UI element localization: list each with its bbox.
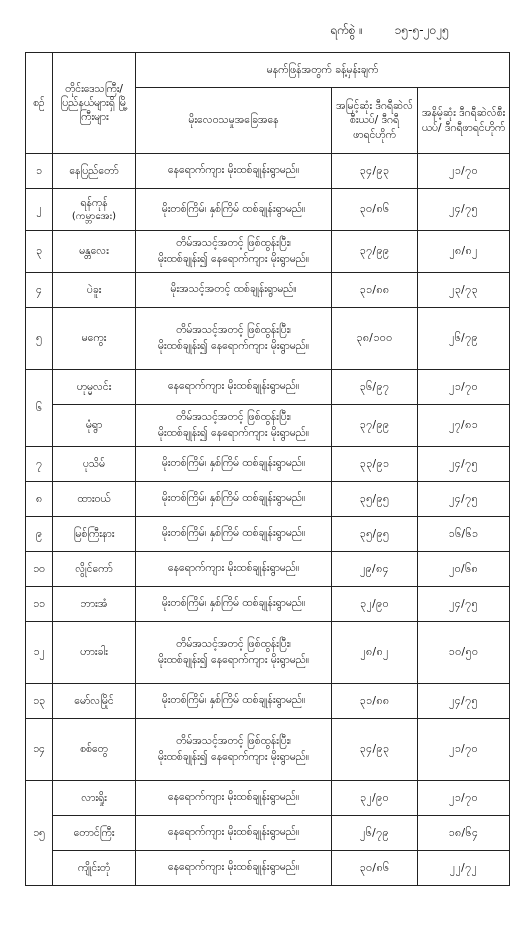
row-number: ၁၃	[26, 684, 53, 719]
weather-condition: မိုးတစ်ကြိမ်၊ နှစ်ကြိမ် ထစ်ချုန်းရွာမည်။	[136, 482, 332, 517]
table-row	[26, 781, 510, 816]
row-number: ၆	[26, 370, 53, 447]
max-temp: ၃၄/၉၃	[332, 719, 418, 781]
table-row	[26, 189, 510, 231]
min-temp: ၂၄/၇၅	[418, 189, 510, 231]
city-name: ဟားခါး	[53, 622, 136, 684]
weather-condition: နေရောက်ကျား မိုးထစ်ချုန်းရွာမည်။	[136, 370, 332, 405]
table-row	[26, 816, 510, 851]
min-temp: ၁၀/၅၀	[418, 622, 510, 684]
col-header-condition: မိုးလေဝသမှုအခြေအနေ	[136, 88, 332, 154]
table-row	[26, 684, 510, 719]
table-row	[26, 851, 510, 886]
row-number: ၁၁	[26, 587, 53, 622]
min-temp: ၂၇/၈၁	[418, 405, 510, 447]
city-name: စစ်တွေ	[53, 719, 136, 781]
weather-condition: နေရောက်ကျား မိုးထစ်ချုန်းရွာမည်။	[136, 851, 332, 886]
col-header-min-temp: အနိမ့်ဆုံး ဒီဂရီဆဲလ်စီးယပ်/ ဒီဂရီဖာရင်ဟိုက်	[418, 88, 510, 154]
city-name: မြစ်ကြီးနား	[53, 517, 136, 552]
weather-condition: မိုးတစ်ကြိမ်၊ နှစ်ကြိမ် ထစ်ချုန်းရွာမည်။	[136, 684, 332, 719]
table-row	[26, 587, 510, 622]
min-temp: ၂၆/၇၉	[418, 308, 510, 370]
row-number: ၄	[26, 273, 53, 308]
max-temp: ၃၄/၉၃	[332, 154, 418, 189]
col-header-max-temp: အမြင့်ဆုံး ဒီဂရီဆဲလ်စီးယပ်/ ဒီဂရီဖာရင်ဟိုက်	[332, 88, 418, 154]
weather-condition: နေရောက်ကျား မိုးထစ်ချုန်းရွာမည်။	[136, 552, 332, 587]
row-number: ၁၄	[26, 719, 53, 781]
city-name: နေပြည်တော်	[53, 154, 136, 189]
condition-line-1: တိမ်အသင့်အတင့် ဖြစ်ထွန်းပြီး၊	[176, 323, 291, 336]
weather-condition: နေရောက်ကျား မိုးထစ်ချုန်းရွာမည်။	[136, 154, 332, 189]
condition-line-2: မိုးထစ်ချုန်း၍ နေရောက်ကျား မိုးရွာမည်။	[157, 252, 310, 265]
max-temp: ၃၀/၈၆	[332, 851, 418, 886]
min-temp: ၂၃/၇၃	[418, 273, 510, 308]
row-number: ၁၂	[26, 622, 53, 684]
max-temp: ၃၂/၉၀	[332, 587, 418, 622]
city-name: လားရှိုး	[53, 781, 136, 816]
city-name: ရန်ကုန်	[80, 196, 108, 209]
city-name: ဘားအံ	[53, 587, 136, 622]
city-name: မော်လမြိုင်	[53, 684, 136, 719]
condition-line-1: တိမ်အသင့်အတင့် ဖြစ်ထွန်းပြီး၊	[176, 734, 291, 747]
city-name: မန္တလေး	[53, 231, 136, 273]
weather-condition: မိုးတစ်ကြိမ်၊ နှစ်ကြိမ် ထစ်ချုန်းရွာမည်။	[136, 587, 332, 622]
weather-condition: နေရောက်ကျား မိုးထစ်ချုန်းရွာမည်။	[136, 781, 332, 816]
condition-line-2: မိုးထစ်ချုန်း၍ နေရောက်ကျား မိုးရွာမည်။	[157, 426, 310, 439]
max-temp: ၃၅/၉၅	[332, 517, 418, 552]
city-name: လွိုင်ကော်	[53, 552, 136, 587]
city-name: မကွေး	[53, 308, 136, 370]
date-label: ရက်စွဲ ။	[330, 23, 363, 37]
table-row	[26, 719, 510, 781]
max-temp: ၂၉/၈၄	[332, 552, 418, 587]
weather-condition: မိုးအသင့်အတင့် ထစ်ချုန်းရွာမည်။	[136, 273, 332, 308]
max-temp: ၃၅/၉၅	[332, 482, 418, 517]
condition-line-1: တိမ်အသင့်အတင့် ဖြစ်ထွန်းပြီး၊	[176, 236, 291, 249]
condition-line-1: တိမ်အသင့်အတင့် ဖြစ်ထွန်းပြီး၊	[176, 410, 291, 423]
row-number: ၅	[26, 308, 53, 370]
table-row	[26, 447, 510, 482]
min-temp: ၂၈/၈၂	[418, 231, 510, 273]
city-name: ပုသိမ်	[53, 447, 136, 482]
max-temp: ၃၂/၉၀	[332, 781, 418, 816]
table-row	[26, 370, 510, 405]
col-header-no: စဉ်	[26, 53, 53, 154]
min-temp: ၂၄/၇၅	[418, 587, 510, 622]
max-temp: ၃၁/၈၈	[332, 684, 418, 719]
max-temp: ၃၃/၉၁	[332, 447, 418, 482]
min-temp: ၂၄/၇၅	[418, 684, 510, 719]
min-temp: ၁၆/၆၁	[418, 517, 510, 552]
row-number: ၂	[26, 189, 53, 231]
table-row	[26, 405, 510, 447]
max-temp: ၃၇/၉၉	[332, 405, 418, 447]
table-row	[26, 231, 510, 273]
min-temp: ၂၁/၇၀	[418, 781, 510, 816]
row-number: ၉	[26, 517, 53, 552]
max-temp: ၃၈/၁၀၀	[332, 308, 418, 370]
table-row	[26, 622, 510, 684]
col-header-region: တိုင်းဒေသကြီး/ ပြည်နယ်များရှိ မြို့ကြီးများ	[53, 53, 136, 154]
date-value: ၁၅-၅-၂၀၂၅	[394, 23, 449, 37]
weather-condition	[136, 231, 332, 273]
weather-condition	[136, 622, 332, 684]
min-temp: ၂၁/၇၀	[418, 154, 510, 189]
city-name: ဟုမ္မလင်း	[53, 370, 136, 405]
max-temp: ၂၈/၈၂	[332, 622, 418, 684]
min-temp: ၁၈/၆၄	[418, 816, 510, 851]
min-temp: ၂၄/၇၅	[418, 447, 510, 482]
weather-condition	[136, 308, 332, 370]
max-temp: ၂၆/၇၉	[332, 816, 418, 851]
min-temp: ၂၁/၇၀	[418, 370, 510, 405]
table-row	[26, 517, 510, 552]
table-row	[26, 273, 510, 308]
weather-condition: မိုးတစ်ကြိမ်၊ နှစ်ကြိမ် ထစ်ချုန်းရွာမည်။	[136, 447, 332, 482]
condition-line-2: မိုးထစ်ချုန်း၍ နေရောက်ကျား မိုးရွာမည်။	[157, 750, 310, 763]
row-number: ၇	[26, 447, 53, 482]
condition-line-1: တိမ်အသင့်အတင့် ဖြစ်ထွန်းပြီး၊	[176, 637, 291, 650]
min-temp: ၂၀/၆၈	[418, 552, 510, 587]
max-temp: ၃၀/၈၆	[332, 189, 418, 231]
weather-condition: မိုးတစ်ကြိမ်၊ နှစ်ကြိမ် ထစ်ချုန်းရွာမည်။	[136, 517, 332, 552]
row-number: ၈	[26, 482, 53, 517]
date-line	[330, 22, 510, 40]
weather-condition	[136, 405, 332, 447]
city-cell	[53, 189, 136, 231]
row-number: ၃	[26, 231, 53, 273]
max-temp: ၃၇/၉၉	[332, 231, 418, 273]
city-subtitle: (ကမ္ဘာအေး)	[71, 210, 117, 222]
min-temp: ၂၄/၇၅	[418, 482, 510, 517]
row-number: ၁၀	[26, 552, 53, 587]
table-row	[26, 154, 510, 189]
row-number: ၁	[26, 154, 53, 189]
condition-line-2: မိုးထစ်ချုန်း၍ နေရောက်ကျား မိုးရွာမည်။	[157, 653, 310, 666]
table-row	[26, 308, 510, 370]
table-row	[26, 552, 510, 587]
weather-forecast-table	[25, 52, 510, 886]
min-temp: ၂၂/၇၂	[418, 851, 510, 886]
condition-line-2: မိုးထစ်ချုန်း၍ နေရောက်ကျား မိုးရွာမည်။	[157, 339, 310, 352]
min-temp: ၂၁/၇၀	[418, 719, 510, 781]
table-row	[26, 482, 510, 517]
city-name: မုံရွာ	[53, 405, 136, 447]
weather-condition: နေရောက်ကျား မိုးထစ်ချုန်းရွာမည်။	[136, 816, 332, 851]
city-name: ကျိုင်းတုံ	[53, 851, 136, 886]
col-header-forecast-group: မနက်ဖြန်အတွက် ခန့်မှန်းချက်	[136, 53, 510, 88]
city-name: ထားဝယ်	[53, 482, 136, 517]
max-temp: ၃၁/၈၈	[332, 273, 418, 308]
max-temp: ၃၆/၉၇	[332, 370, 418, 405]
city-name: ပဲခူး	[53, 273, 136, 308]
city-name: တောင်ကြီး	[53, 816, 136, 851]
weather-condition	[136, 719, 332, 781]
row-number: ၁၅	[26, 781, 53, 886]
weather-condition: မိုးတစ်ကြိမ်၊ နှစ်ကြိမ် ထစ်ချုန်းရွာမည်။	[136, 189, 332, 231]
